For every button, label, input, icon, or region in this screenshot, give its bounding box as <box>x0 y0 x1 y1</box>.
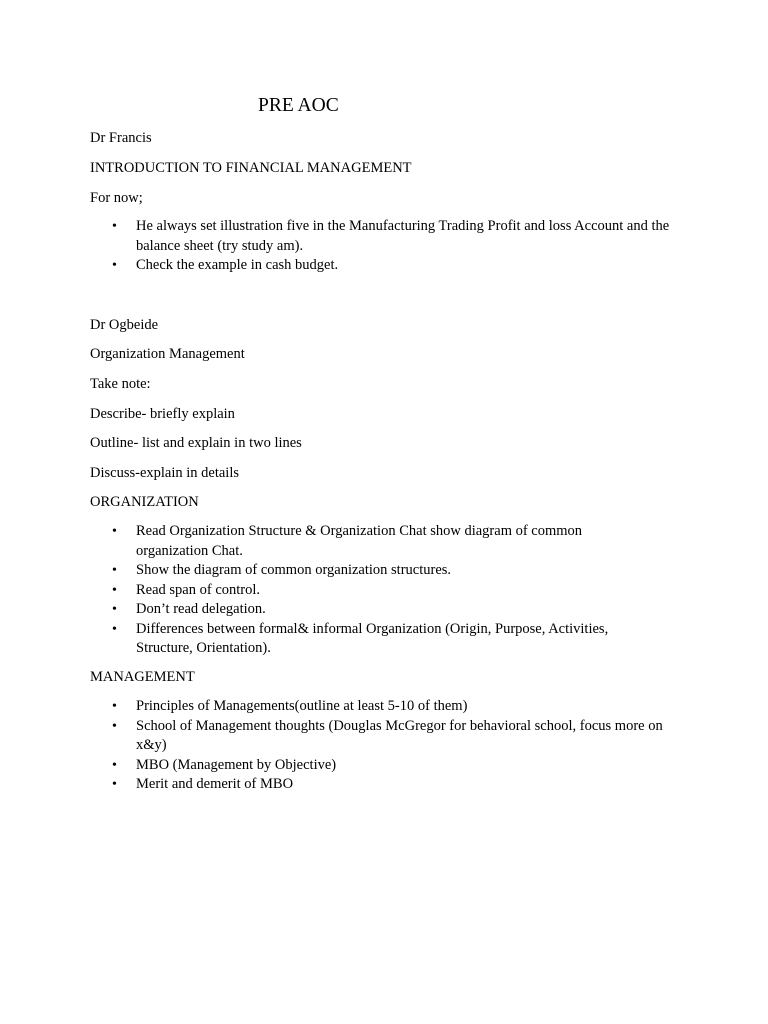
section-heading: MANAGEMENT <box>90 669 195 685</box>
bullet-icon: • <box>112 219 117 234</box>
note-line: Discuss-explain in details <box>90 465 240 481</box>
bullet-icon: • <box>112 699 117 714</box>
management-bullet-list <box>90 697 685 795</box>
bullet-icon: • <box>112 718 117 734</box>
list-item-text: MBO (Management by Objective) <box>136 756 337 773</box>
section-heading: ORGANIZATION <box>90 494 199 510</box>
bullet-icon: • <box>112 602 117 617</box>
list-item <box>90 600 650 620</box>
list-item-text: Merit and demerit of MBO <box>136 776 294 792</box>
bullet-icon: • <box>112 258 117 273</box>
list-item-text: School of Management thoughts (Douglas McGregor for behavioral school, focus more on x&y) <box>136 717 663 753</box>
list-item <box>90 620 650 659</box>
list-item-text: Don’t read delegation. <box>136 601 266 617</box>
list-item-text: Show the diagram of common organization structures. <box>136 562 452 578</box>
list-item-text: Principles of Managements(outline at least 5-10 of them) <box>136 698 468 714</box>
note-heading: Take note: <box>90 376 151 392</box>
course-title: INTRODUCTION TO FINANCIAL MANAGEMENT <box>90 160 412 176</box>
bullet-icon: • <box>112 524 117 539</box>
bullet-icon: • <box>112 777 117 792</box>
list-item-text: Read Organization Structure & Organization Chat show diagram of common organization Chat. <box>136 523 583 559</box>
list-item-text: Read span of control. <box>136 581 261 598</box>
bullet-icon: • <box>112 757 117 773</box>
list-item <box>90 522 650 561</box>
document-title: PRE AOC <box>258 95 339 116</box>
list-item-text: He always set illustration five in the Manufacturing Trading Profit and loss Account and the balance sheet (try study am). <box>136 218 670 254</box>
note-line: Outline- list and explain in two lines <box>90 435 302 451</box>
list-item <box>90 775 685 795</box>
organization-bullet-list <box>90 522 650 659</box>
financial-bullet-list <box>90 217 685 276</box>
bullet-icon: • <box>112 582 117 598</box>
intro-text: For now; <box>90 190 143 206</box>
lecturer-name: Dr Francis <box>90 130 152 146</box>
bullet-icon: • <box>112 621 117 637</box>
list-item <box>90 697 685 717</box>
course-title: Organization Management <box>90 346 245 362</box>
list-item <box>90 256 685 276</box>
list-item-text: Check the example in cash budget. <box>136 257 339 273</box>
list-item <box>90 756 685 776</box>
lecturer-name: Dr Ogbeide <box>90 317 159 333</box>
list-item <box>90 217 685 256</box>
bullet-icon: • <box>112 563 117 578</box>
note-line: Describe- briefly explain <box>90 406 235 422</box>
list-item <box>90 561 650 581</box>
list-item <box>90 717 685 756</box>
list-item-text: Differences between formal& informal Organization (Origin, Purpose, Activities, Structure, Orientation). <box>136 620 609 656</box>
list-item <box>90 581 650 601</box>
